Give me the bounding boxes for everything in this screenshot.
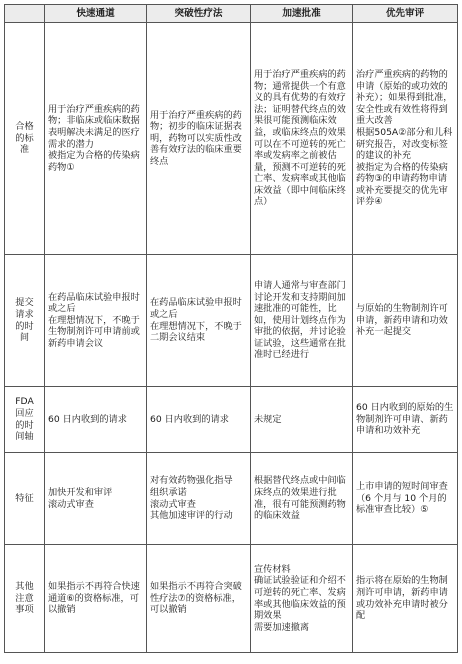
cell-text: 在理想情况下，不晚于二期会议结束	[150, 320, 242, 344]
cell-text: 用于治疗严重疾病的药物；通常提供一个有意义的具有优势的有效疗法；证明替代终点的效果很可能预测临床效益，或临床终点的效果可以在不可逆转的死亡率或发病率之前被估量，预测不可逆转的死亡率、发病率或其他临床效益（即中间临床终点）	[254, 68, 346, 208]
table-cell	[45, 255, 147, 387]
cell-text: 未规定	[254, 413, 282, 425]
table-cell	[353, 255, 458, 387]
cell-text: 在药品临床试验申报时或之后	[150, 297, 242, 320]
cell-text: 治疗严重疾病的药物的申请（原始的或功效的补充）；如果得到批准，安全性或有效性将得到重大改善	[356, 68, 453, 127]
table-cell	[251, 387, 353, 453]
table-cell	[147, 255, 251, 387]
table-cell	[353, 387, 458, 453]
table-row-features	[5, 453, 458, 545]
cell-text: 滚动式审查	[150, 498, 196, 510]
comparison-table	[4, 4, 458, 653]
table-cell	[251, 453, 353, 545]
cell-text: 根据505A②部分和儿科研究报告，对改变标签的建议的补充	[356, 126, 453, 162]
header-row	[5, 5, 458, 23]
row-label: 特征	[5, 453, 45, 545]
table-row-submission-timing	[5, 255, 458, 387]
cell-text: 用于治疗严重疾病的药物；初步的临床证据表明，药物可以实质性改善有效疗法的临床重要终点	[150, 109, 242, 167]
row-label: 提交请求的时间	[5, 255, 45, 387]
cell-text: 对有效药物强化指导	[150, 475, 233, 487]
cell-text: 在药品临床试验申报时或之后	[48, 291, 140, 315]
table-row-fda-response-timeline	[5, 387, 458, 453]
table-cell	[147, 387, 251, 453]
cell-text: 上市申请的短时间审查（6 个月与 10 个月的标准审查比较）⑤	[356, 481, 448, 516]
table-cell	[45, 453, 147, 545]
cell-text: 加快开发和审评	[48, 486, 113, 498]
cell-text: 指示将在原始的生物制剂许可申请，新药申请或功效补充申请时被分配	[356, 575, 448, 622]
cell-text: 被指定为合格的传染病药物③的申请药物申请或补充要提交的优先审评券④	[356, 161, 448, 208]
table-cell	[45, 23, 147, 255]
table-cell	[45, 387, 147, 453]
cell-text: 与原始的生物制剂许可申请，新药申请和功效补充一起提交	[356, 303, 448, 338]
cell-text: 60 日内收到的原始的生物制剂许可申请、新药申请和功效补充	[356, 402, 454, 437]
table-row-qualifying-criteria	[5, 23, 458, 255]
row-label: 其他注意事项	[5, 545, 45, 653]
table-cell	[251, 545, 353, 653]
header-accelerated-approval: 加速批准	[251, 5, 353, 23]
table-cell	[251, 255, 353, 387]
table-cell	[353, 545, 458, 653]
table-cell	[147, 453, 251, 545]
cell-text: 其他加速审评的行动	[150, 510, 233, 522]
table-cell	[353, 23, 458, 255]
header-priority-review: 优先审评	[353, 5, 458, 23]
cell-text: 60 日内收到的请求	[150, 413, 229, 425]
header-fast-track: 快速通道	[45, 5, 147, 23]
table-cell	[251, 23, 353, 255]
table-row-other-considerations	[5, 545, 458, 653]
cell-text: 根据替代终点或中间临床终点的效果进行批准，很有可能预测药物的临床效益	[254, 475, 346, 522]
table-header	[5, 5, 458, 23]
header-breakthrough-therapy: 突破性疗法	[147, 5, 251, 23]
table-cell	[353, 453, 458, 545]
cell-text: 滚动式审查	[48, 498, 94, 510]
cell-text: 在理想情况下，不晚于生物制剂许可申请前或新药申请会议	[48, 314, 140, 349]
header-corner	[5, 5, 45, 23]
cell-text: 用于治疗严重疾病的药物；非临床或临床数据表明解决未满足的医疗需求的潜力	[48, 103, 140, 150]
table-cell	[147, 545, 251, 653]
table-cell	[147, 23, 251, 255]
cell-text: 组织承诺	[150, 486, 187, 498]
cell-text: 60 日内收到的请求	[48, 413, 127, 425]
cell-text: 宣传材料	[254, 563, 291, 575]
cell-text: 确证试验验证和介绍不可逆转的死亡率、发病率或其他临床效益的预期效果	[254, 575, 346, 622]
cell-text: 如果指示不再符合快速通道⑥的资格标准，可以撤销	[48, 581, 140, 616]
cell-text: 如果指示不再符合突破性疗法⑦的资格标准，可以撤销	[150, 581, 242, 616]
cell-text: 需要加速撤离	[254, 621, 310, 633]
cell-text: 申请人通常与审查部门讨论开发和支持期间加速批准的可能性，比如，使用计划终点作为审批的依据，并讨论验证试验，这些通常在批准时已经进行	[254, 279, 346, 361]
table-cell	[45, 545, 147, 653]
cell-text: 被指定为合格的传染病药物①	[48, 150, 140, 173]
row-label: FDA回应的时间轴	[5, 387, 45, 453]
row-label: 合格的标准	[5, 23, 45, 255]
